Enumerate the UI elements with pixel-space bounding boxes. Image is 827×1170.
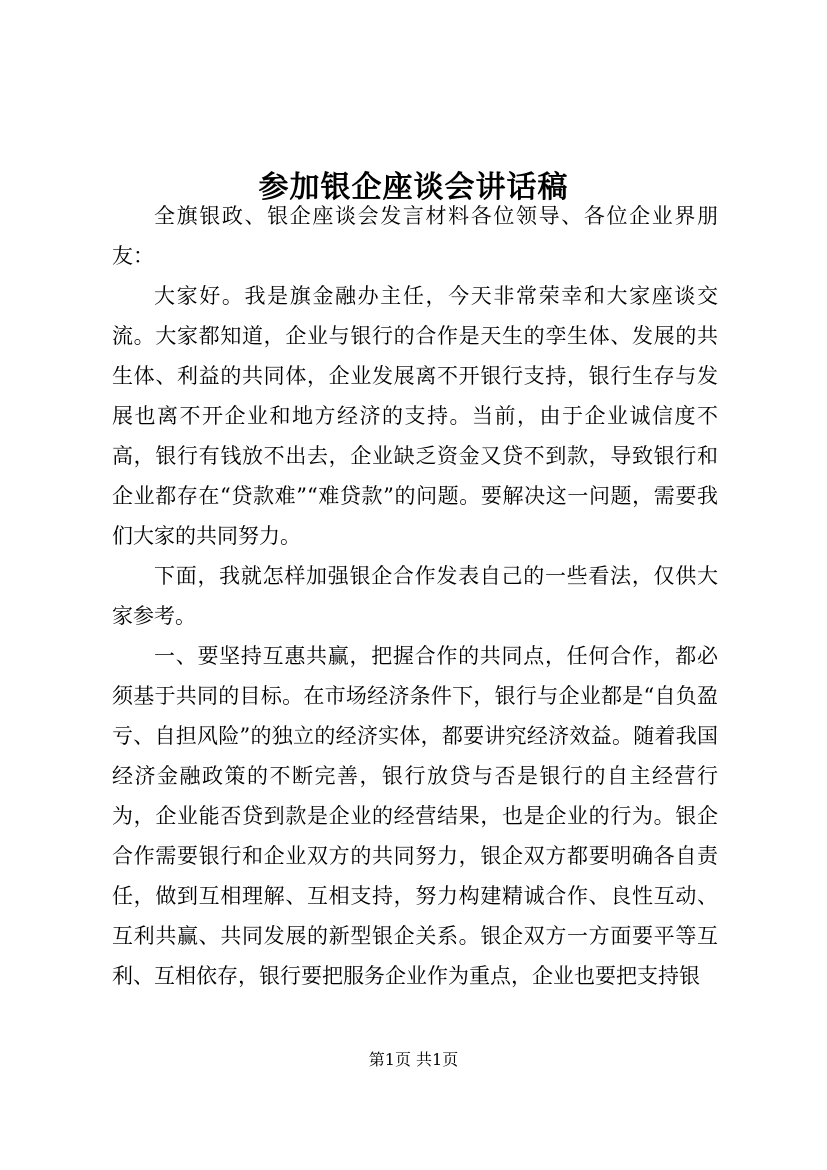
paragraph-point-one: 一、要坚持互惠共赢，把握合作的共同点，任何合作，都必须基于共同的目标。在市场经济条件下，银行与企业都是“自负盈亏、自担风险”的独立的经济实体，都要讲究经济效益。随着我国经济金融政策的不断完善，银行放贷与否是银行的自主经营行为，企业能否贷到款是企业的经营结果，也是企业的行为。银企合作需要银行和企业双方的共同努力，银企双方都要明确各自责任，做到互相理解、互相支持，努力构建精诚合作、良性互动、互利共赢、共同发展的新型银企关系。银企双方一方面要平等互利、互相依存，银行要把服务企业作为重点，企业也要把支持银	[112, 644, 718, 988]
paragraph-greeting: 大家好。我是旗金融办主任，今天非常荣幸和大家座谈交流。大家都知道，企业与银行的合作是天生的孪生体、发展的共生体、利益的共同体，企业发展离不开银行支持，银行生存与发展也离不开企业和地方经济的支持。当前，由于企业诚信度不高，银行有钱放不出去，企业缺乏资金又贷不到款，导致银行和企业都存在“贷款难”“难贷款”的问题。要解决这一问题，需要我们大家的共同努力。	[112, 284, 718, 548]
page-footer: 第1页 共1页	[368, 1050, 459, 1069]
document-title: 参加银企座谈会讲话稿	[258, 170, 569, 206]
paragraph-salutation: 全旗银政、银企座谈会发言材料各位领导、各位企业界朋友：	[112, 204, 718, 268]
document-body	[112, 196, 718, 996]
paragraph-intro: 下面，我就怎样加强银企合作发表自己的一些看法，仅供大家参考。	[112, 564, 718, 628]
